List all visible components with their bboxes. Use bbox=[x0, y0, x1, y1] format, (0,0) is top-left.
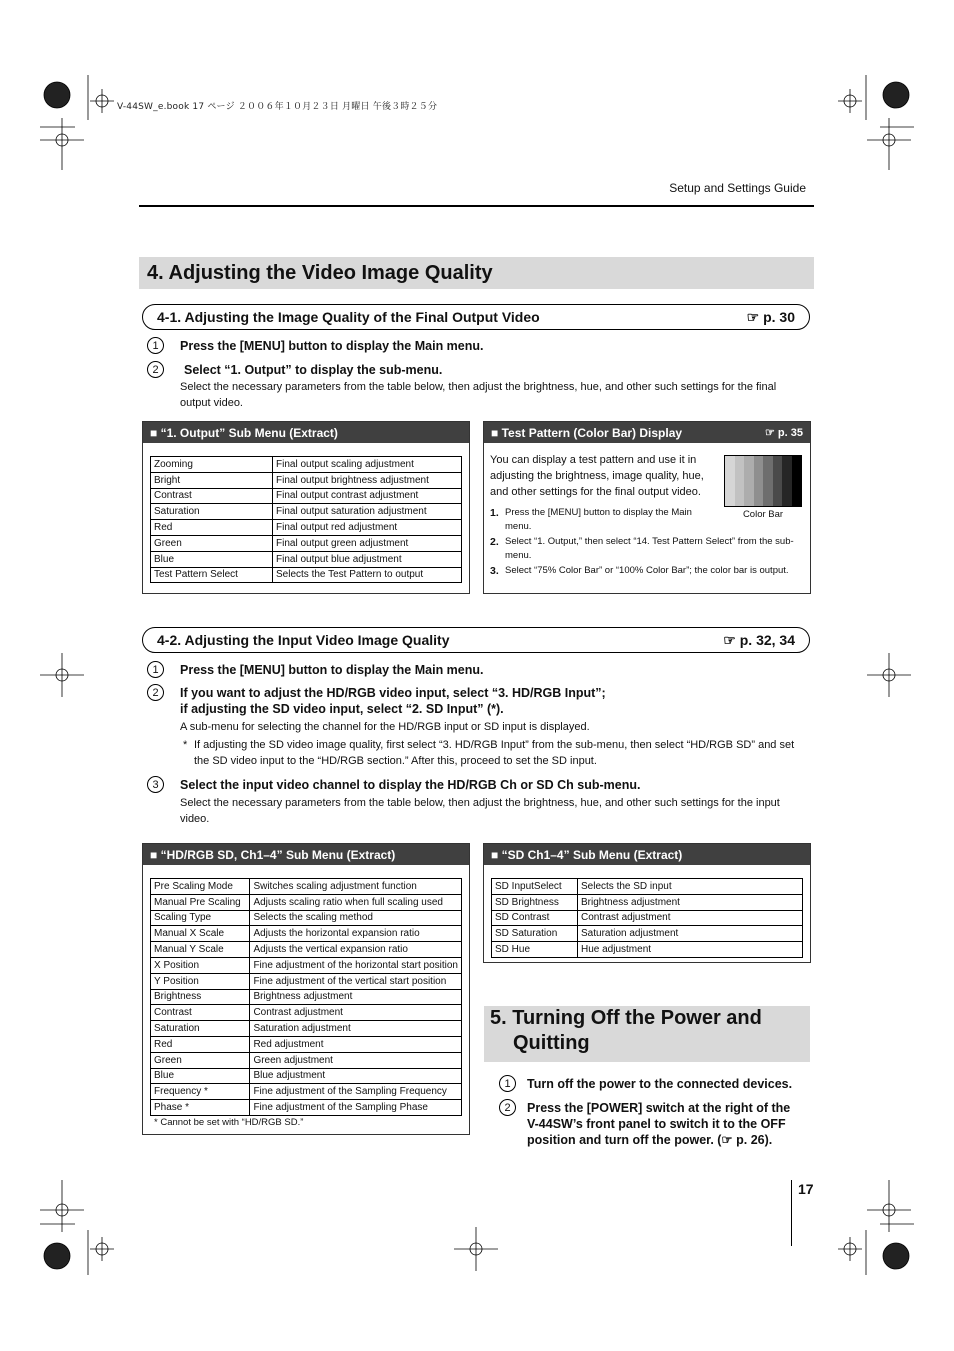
param-description: Final output blue adjustment bbox=[273, 551, 462, 567]
param-description: Adjusts the vertical expansion ratio bbox=[250, 942, 462, 958]
list-number: 1. bbox=[490, 507, 499, 519]
param-name: Phase * bbox=[151, 1100, 250, 1116]
table-row bbox=[492, 910, 803, 926]
table-row bbox=[151, 472, 462, 488]
color-bar-stripe bbox=[725, 456, 735, 506]
param-name: Y Position bbox=[151, 973, 250, 989]
param-name: Contrast bbox=[151, 1005, 250, 1021]
color-bar-stripe bbox=[763, 456, 773, 506]
table-row bbox=[151, 457, 462, 473]
param-name: Pre Scaling Mode bbox=[151, 879, 250, 895]
param-name: Scaling Type bbox=[151, 910, 250, 926]
step-body: Select the necessary parameters from the table below, then adjust the brightness, hue, and other such settings for the input video. bbox=[180, 797, 780, 825]
hdrgb-submenu-table bbox=[150, 878, 462, 1116]
param-name: Zooming bbox=[151, 457, 273, 473]
color-bar-stripe bbox=[792, 456, 802, 506]
hdrgb-submenu-header: ■ “HD/RGB SD, Ch1–4” Sub Menu (Extract) bbox=[143, 844, 469, 865]
table-row bbox=[151, 910, 462, 926]
color-bar-stripe bbox=[744, 456, 754, 506]
step-number: 1 bbox=[147, 337, 164, 354]
step-body: A sub-menu for selecting the channel for the HD/RGB input or SD input is displayed. bbox=[180, 721, 590, 733]
param-description: Hue adjustment bbox=[578, 942, 803, 958]
step-number: 2 bbox=[147, 684, 164, 701]
step-1 bbox=[147, 338, 484, 354]
param-description: Selects the scaling method bbox=[250, 910, 462, 926]
list-item bbox=[490, 535, 804, 563]
param-name: Red bbox=[151, 520, 273, 536]
list-text: Press the [MENU] button to display the Main menu. bbox=[505, 507, 692, 532]
color-bar-stripe bbox=[773, 456, 783, 506]
table-row bbox=[492, 942, 803, 958]
param-name: X Position bbox=[151, 957, 250, 973]
param-name: SD Brightness bbox=[492, 894, 578, 910]
list-item bbox=[490, 564, 804, 578]
subsection-4-2-heading bbox=[142, 627, 810, 653]
param-description: Fine adjustment of the Sampling Phase bbox=[250, 1100, 462, 1116]
step-number: 2 bbox=[147, 361, 164, 378]
table-row bbox=[492, 894, 803, 910]
param-description: Saturation adjustment bbox=[250, 1021, 462, 1037]
param-description: Contrast adjustment bbox=[250, 1005, 462, 1021]
table-row bbox=[151, 926, 462, 942]
section5-title bbox=[484, 1006, 810, 1062]
step-text: Press the [MENU] button to display the Main menu. bbox=[180, 339, 484, 353]
param-description: Blue adjustment bbox=[250, 1068, 462, 1084]
param-name: Manual X Scale bbox=[151, 926, 250, 942]
step-number: 3 bbox=[147, 776, 164, 793]
table-row bbox=[151, 879, 462, 895]
step-text-line1: If you want to adjust the HD/RGB video input, select “3. HD/RGB Input”; bbox=[180, 686, 606, 700]
step-1 bbox=[147, 662, 484, 678]
param-description: Brightness adjustment bbox=[578, 894, 803, 910]
table-row bbox=[492, 926, 803, 942]
param-description: Adjusts scaling ratio when full scaling used bbox=[250, 894, 462, 910]
param-description: Selects the SD input bbox=[578, 879, 803, 895]
test-pattern-header: ■ Test Pattern (Color Bar) Display ☞ p. 35 bbox=[484, 422, 810, 443]
param-name: Manual Pre Scaling bbox=[151, 894, 250, 910]
list-text: Select “75% Color Bar” or “100% Color Bar”; the color bar is output. bbox=[505, 565, 789, 576]
table-row bbox=[151, 1005, 462, 1021]
param-name: Blue bbox=[151, 551, 273, 567]
table-row bbox=[151, 973, 462, 989]
param-name: Frequency * bbox=[151, 1084, 250, 1100]
section5-title-line2: Quitting bbox=[513, 1032, 590, 1054]
test-pattern-box bbox=[483, 421, 811, 594]
param-name: Red bbox=[151, 1036, 250, 1052]
param-description: Selects the Test Pattern to output bbox=[273, 567, 462, 583]
table-row bbox=[151, 942, 462, 958]
book-header: V-44SW_e.book 17 ページ ２００６年１０月２３日 月曜日 午後３時２５分 bbox=[117, 102, 438, 112]
table-row bbox=[151, 894, 462, 910]
test-pattern-steps bbox=[490, 506, 804, 579]
table-row bbox=[151, 551, 462, 567]
param-description: Final output scaling adjustment bbox=[273, 457, 462, 473]
table-row bbox=[151, 1052, 462, 1068]
table-row bbox=[151, 535, 462, 551]
output-submenu-table bbox=[150, 456, 462, 583]
param-description: Final output brightness adjustment bbox=[273, 472, 462, 488]
param-description: Fine adjustment of the Sampling Frequency bbox=[250, 1084, 462, 1100]
param-name: Green bbox=[151, 1052, 250, 1068]
page-number: 17 bbox=[798, 1181, 814, 1197]
param-name: SD Contrast bbox=[492, 910, 578, 926]
hdrgb-footnote: * Cannot be set with “HD/RGB SD.” bbox=[154, 1116, 304, 1128]
guide-title: Setup and Settings Guide bbox=[669, 181, 806, 195]
step-text-line3: position and turn off the power. (☞ p. 26). bbox=[527, 1133, 773, 1147]
table-row bbox=[151, 1036, 462, 1052]
step-text: Press the [MENU] button to display the Main menu. bbox=[180, 663, 484, 677]
list-text: Select “1. Output,” then select “14. Test Pattern Select” from the sub-menu. bbox=[505, 536, 794, 561]
note bbox=[180, 737, 802, 769]
param-name: Saturation bbox=[151, 504, 273, 520]
param-description: Fine adjustment of the horizontal start position bbox=[250, 957, 462, 973]
table-row bbox=[151, 567, 462, 583]
step-body: Select the necessary parameters from the table below, then adjust the brightness, hue, and other such settings for the final output video. bbox=[180, 381, 777, 409]
table-row bbox=[492, 879, 803, 895]
color-bar-stripe bbox=[754, 456, 764, 506]
step-number: 1 bbox=[499, 1075, 516, 1092]
step-3 bbox=[147, 777, 802, 827]
test-pattern-intro: You can display a test pattern and use it in adjusting the brightness, image quality, hue, and other settings for the final output video. bbox=[490, 454, 704, 498]
param-description: Switches scaling adjustment function bbox=[250, 879, 462, 895]
param-description: Final output contrast adjustment bbox=[273, 488, 462, 504]
param-description: Saturation adjustment bbox=[578, 926, 803, 942]
step-text: Turn off the power to the connected devices. bbox=[527, 1077, 793, 1091]
note-mark: * bbox=[183, 739, 188, 751]
subsection-4-2-title: 4-2. Adjusting the Input Video Image Quality bbox=[157, 632, 450, 648]
table-row bbox=[151, 1084, 462, 1100]
header-rule bbox=[139, 205, 814, 207]
step-2 bbox=[147, 685, 802, 769]
output-submenu-header: ■ “1. Output” Sub Menu (Extract) bbox=[143, 422, 469, 443]
param-name: Contrast bbox=[151, 488, 273, 504]
color-bar-image bbox=[724, 455, 802, 507]
hdrgb-submenu-box bbox=[142, 843, 470, 1135]
table-row bbox=[151, 504, 462, 520]
param-name: Green bbox=[151, 535, 273, 551]
sd-submenu-box bbox=[483, 843, 811, 963]
table-row bbox=[151, 1068, 462, 1084]
param-name: SD InputSelect bbox=[492, 879, 578, 895]
param-name: SD Hue bbox=[492, 942, 578, 958]
table-row bbox=[151, 1100, 462, 1116]
list-number: 3. bbox=[490, 565, 499, 577]
step-text-line1: Press the [POWER] switch at the right of the bbox=[527, 1101, 791, 1115]
list-item bbox=[490, 506, 804, 534]
power-step-2 bbox=[499, 1100, 790, 1148]
param-name: Blue bbox=[151, 1068, 250, 1084]
param-description: Red adjustment bbox=[250, 1036, 462, 1052]
table-row bbox=[151, 488, 462, 504]
step-text: Select “1. Output” to display the sub-menu. bbox=[184, 363, 443, 377]
section5-title-line1: 5. Turning Off the Power and bbox=[490, 1007, 762, 1029]
note-text: If adjusting the SD video image quality, first select “3. HD/RGB Input” from the sub-menu, then select “HD/RGB SD” and set the SD video input to the “HD/RGB section.” After this, proceed to set the SD input. bbox=[194, 739, 795, 767]
page-ref-link[interactable]: ☞ p. 30 bbox=[746, 308, 795, 325]
step-text-line2: V-44SW’s front panel to switch it to the OFF bbox=[527, 1117, 786, 1131]
param-description: Brightness adjustment bbox=[250, 989, 462, 1005]
table-row bbox=[151, 520, 462, 536]
sd-submenu-header: ■ “SD Ch1–4” Sub Menu (Extract) bbox=[484, 844, 810, 865]
section4-title: 4. Adjusting the Video Image Quality bbox=[139, 257, 814, 289]
param-name: Saturation bbox=[151, 1021, 250, 1037]
table-row bbox=[151, 1021, 462, 1037]
param-description: Adjusts the horizontal expansion ratio bbox=[250, 926, 462, 942]
step-number: 1 bbox=[147, 661, 164, 678]
color-bar-stripe bbox=[782, 456, 792, 506]
sd-submenu-table bbox=[491, 878, 803, 958]
param-description: Fine adjustment of the vertical start position bbox=[250, 973, 462, 989]
subsection-4-1-title: 4-1. Adjusting the Image Quality of the Final Output Video bbox=[157, 309, 540, 325]
subsection-4-1-heading bbox=[142, 304, 810, 330]
param-description: Final output green adjustment bbox=[273, 535, 462, 551]
param-description: Final output saturation adjustment bbox=[273, 504, 462, 520]
page-number-rule bbox=[791, 1180, 792, 1246]
list-number: 2. bbox=[490, 536, 499, 548]
step-number: 2 bbox=[499, 1099, 516, 1116]
step-text: Select the input video channel to display the HD/RGB Ch or SD Ch sub-menu. bbox=[180, 778, 641, 792]
step-text-line2: if adjusting the SD video input, select “2. SD Input” (*). bbox=[180, 702, 504, 716]
color-bar-stripe bbox=[735, 456, 745, 506]
param-name: Bright bbox=[151, 472, 273, 488]
param-description: Final output red adjustment bbox=[273, 520, 462, 536]
output-submenu-box bbox=[142, 421, 470, 594]
table-row bbox=[151, 957, 462, 973]
param-name: Brightness bbox=[151, 989, 250, 1005]
param-name: Manual Y Scale bbox=[151, 942, 250, 958]
page-ref-link[interactable]: ☞ p. 35 bbox=[765, 427, 803, 439]
param-description: Green adjustment bbox=[250, 1052, 462, 1068]
step-2 bbox=[147, 362, 797, 411]
power-step-1 bbox=[499, 1076, 792, 1092]
param-description: Contrast adjustment bbox=[578, 910, 803, 926]
param-name: SD Saturation bbox=[492, 926, 578, 942]
page-ref-link[interactable]: ☞ p. 32, 34 bbox=[723, 631, 795, 648]
color-bar-caption: Color Bar bbox=[742, 509, 784, 520]
table-row bbox=[151, 989, 462, 1005]
param-name: Test Pattern Select bbox=[151, 567, 273, 583]
